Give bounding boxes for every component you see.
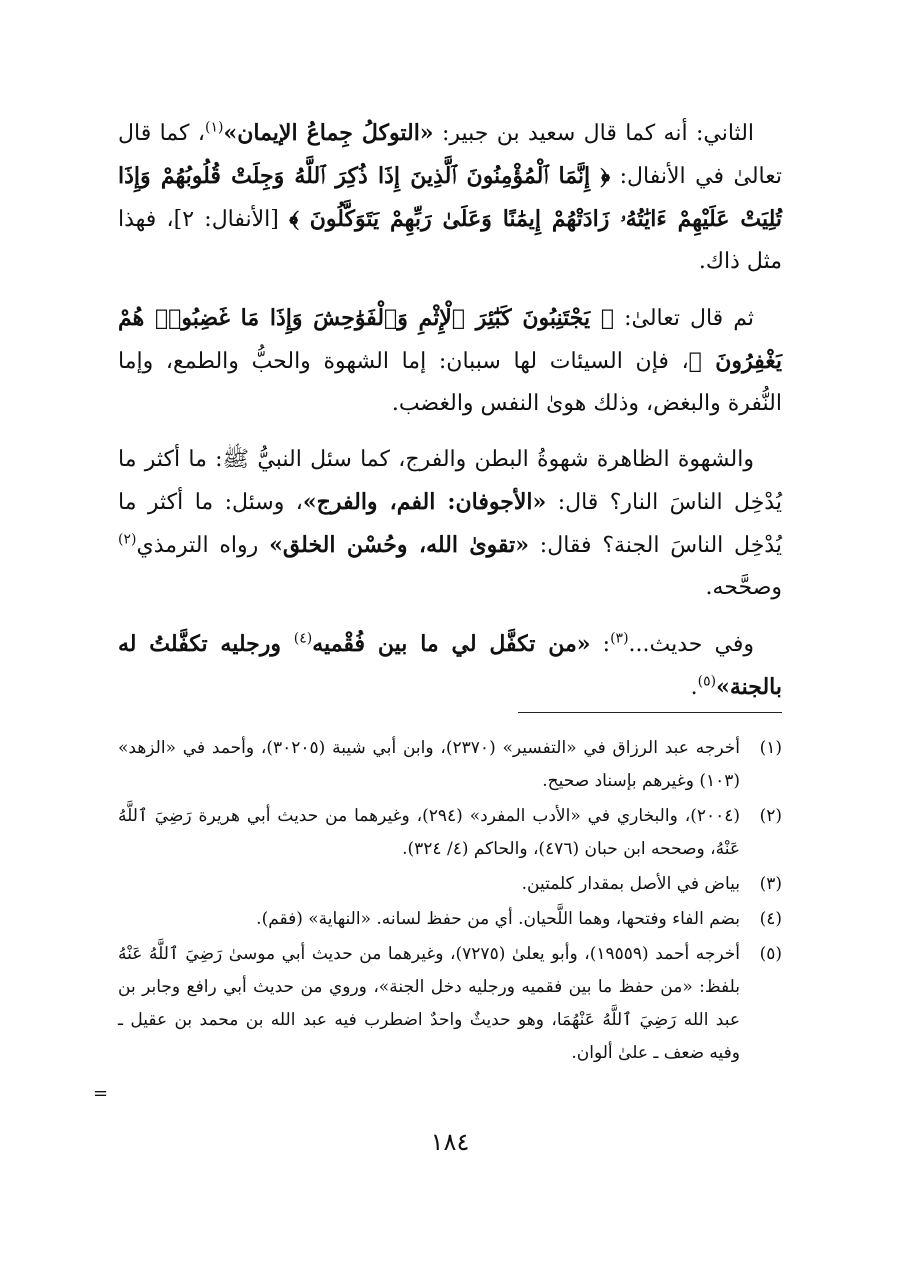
quran-verse: ﴿ يَجْتَنِبُونَ كَبَٰٓئِرَ ٱلْإِثْمِ وَٱلْفَوَٰحِشَ وَإِذَا مَا غَضِبُوا۟ هُمْ يَغْفِرُونَ ﴾: [118, 305, 782, 374]
hadith-quote: «الأجوفان: الفم، والفرج»: [302, 489, 547, 515]
footnote-4: [118, 903, 782, 936]
footnote-number: (٢): [759, 806, 782, 826]
quote-run: «التوكلُ جِماعُ الإيمان»: [223, 120, 434, 146]
footnote-ref-2[interactable]: (٢): [118, 531, 137, 548]
text-run: ثم قال تعالىٰ:: [614, 306, 754, 331]
text-run: وصحَّحه.: [705, 575, 782, 600]
footnote-number: (٣): [759, 874, 782, 894]
footnote-ref-3[interactable]: (٣): [610, 630, 629, 647]
footnote-ref-1[interactable]: (١): [205, 119, 224, 136]
footnote-number: (٤): [759, 909, 782, 929]
paragraph-3: [118, 439, 782, 609]
footnote-text: بياض في الأصل بمقدار كلمتين.: [521, 874, 740, 894]
footnote-3: [118, 868, 782, 901]
hadith-quote: ورجليه تكفَّلتُ له بالجنة»: [118, 631, 782, 700]
paragraph-4: [118, 623, 782, 709]
footnote-ref-4[interactable]: (٤): [293, 630, 313, 647]
footnote-divider: [518, 712, 782, 713]
text-run: [الأنفال: ٢]، فهذا مثل ذاك.: [118, 207, 782, 274]
hadith-quote: «تقوىٰ الله، وحُسْن الخلق»: [269, 532, 530, 558]
footnote-text: أخرجه أحمد (١٩٥٥٩)، وأبو يعلىٰ (٧٢٧٥)، وغيرهما من حديث أبي موسىٰ رَضِيَ ٱللَّهُ عَنْهُ بلفظ: «من حفظ ما بين فقميه ورجليه دخل الجنة»، وروي من حديث أبي رافع وجابر بن عبد الله رَضِيَ ٱللَّهُ عَنْهُمَا، وهو حديثٌ واحدٌ اضطرب فيه عبد الله بن محمد بن عقيل ـ وفيه ضعف ـ علىٰ ألوان.: [118, 944, 740, 1063]
page-number: ١٨٤: [430, 1128, 470, 1156]
text-run: ، كما قال تعالىٰ في الأنفال:: [118, 121, 782, 189]
footnote-text: (٢٠٠٤)، والبخاري في «الأدب المفرد» (٢٩٤)، وغيرهما من حديث أبي هريرة رَضِيَ ٱللَّهُ عَنْهُ، وصححه ابن حبان (٤٧٦)، والحاكم (٤/ ٣٢٤).: [118, 806, 740, 859]
text-run: والشهوة الظاهرة شهوةُ البطن والفرج، كما سئل النبيُّ ﷺ: ما أكثر ما يُدْخِل الناسَ النار؟ قال:: [118, 447, 782, 515]
footnote-1: [118, 732, 782, 798]
paragraph-2: [118, 297, 782, 425]
footnote-number: (٥): [759, 944, 782, 964]
footnote-2: [118, 800, 782, 866]
text-run: وفي حديث...: [628, 632, 755, 657]
footnote-ref-5[interactable]: (٥): [697, 673, 717, 690]
continuation-mark: =: [93, 1083, 109, 1104]
footnote-number: (١): [759, 738, 782, 758]
text-run: .: [690, 675, 698, 700]
text-run: ، وسئل: ما أكثر ما يُدْخِل الناسَ الجنة؟ فقال:: [118, 490, 782, 558]
quran-verse: ﴿ إِنَّمَا ٱلْمُؤْمِنُونَ ٱلَّذِينَ إِذَا ذُكِرَ ٱللَّهُ وَجِلَتْ قُلُوبُهُمْ وَإِذَا تُلِيَتْ عَلَيْهِمْ ءَايَٰتُهُۥ زَادَتْهُمْ إِيمَٰنًا وَعَلَىٰ رَبِّهِمْ يَتَوَكَّلُونَ ﴾: [118, 163, 782, 232]
main-text: [118, 112, 782, 723]
text-run: الثاني: أنه كما قال سعيد بن جبير:: [433, 121, 755, 146]
footnote-text: أخرجه عبد الرزاق في «التفسير» (٢٣٧٠)، وابن أبي شيبة (٣٠٢٠٥)، وأحمد في «الزهد» (١٠٣) وغيرهم بإسناد صحيح.: [118, 738, 740, 791]
text-run: ، فإن السيئات لها سببان: إما الشهوة والحبُّ والطمع، وإما النُّفرة والبغض، وذلك هوىٰ النفس والغضب.: [118, 349, 782, 416]
footnote-text: بضم الفاء وفتحها، وهما اللَّحيان. أي من حفظ لسانه. «النهاية» (فقم).: [256, 909, 740, 929]
text-run: رواه الترمذي: [136, 533, 270, 558]
footnote-5: [118, 938, 782, 1070]
hadith-quote: «من تكفَّل لي ما بين فُقْميه: [312, 631, 591, 657]
paragraph-1: [118, 112, 782, 283]
footnotes: [118, 732, 782, 1072]
text-run: :: [590, 632, 611, 657]
